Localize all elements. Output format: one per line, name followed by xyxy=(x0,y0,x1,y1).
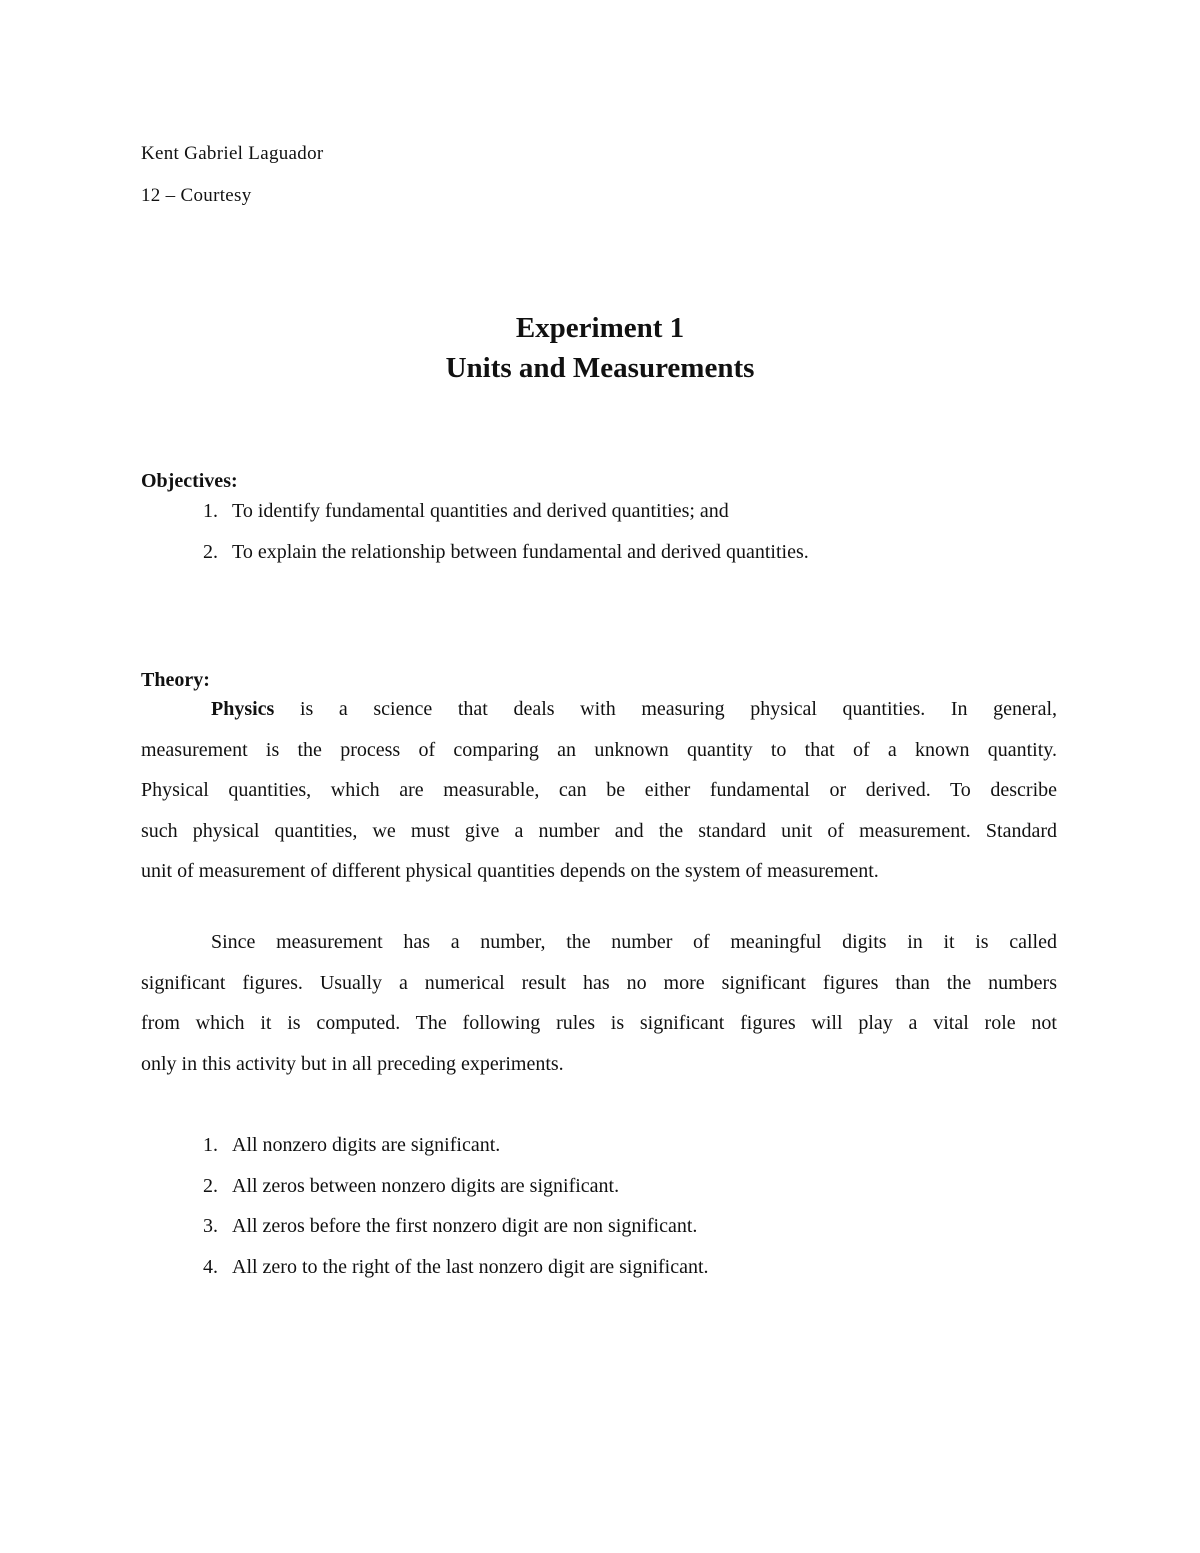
rule-text: All zeros between nonzero digits are significant. xyxy=(232,1175,620,1197)
paragraph-line: Since measurement has a number, the number of meaningful digits in it is called xyxy=(211,931,1057,953)
rule-item xyxy=(197,1175,619,1198)
theory-paragraph-2 xyxy=(141,922,1057,1084)
rule-text: All zeros before the first nonzero digit are non significant. xyxy=(232,1215,698,1237)
list-number: 1. xyxy=(203,1134,218,1156)
objective-text: To identify fundamental quantities and derived quantities; and xyxy=(232,500,729,522)
paragraph-line: significant figures. Usually a numerical result has no more significant figures than the numbers xyxy=(141,971,1057,994)
rule-item xyxy=(197,1215,697,1238)
physics-term: Physics xyxy=(211,698,275,720)
paragraph-line: Physics is a science that deals with measuring physical quantities. In general, xyxy=(211,698,1057,720)
paragraph-line: only in this activity but in all preceding experiments. xyxy=(141,1052,564,1075)
rule-text: All nonzero digits are significant. xyxy=(232,1134,501,1156)
objective-item xyxy=(197,500,729,523)
rule-item xyxy=(197,1256,709,1279)
experiment-subtitle: Units and Measurements xyxy=(445,352,755,384)
objective-text: To explain the relationship between fundamental and derived quantities. xyxy=(232,541,809,563)
experiment-title: Experiment 1 xyxy=(515,312,685,344)
class-section: 12 – Courtesy xyxy=(141,185,252,206)
paragraph-line: from which it is computed. The following rules is significant figures will play a vital role not xyxy=(141,1012,1057,1034)
paragraph-line: Physical quantities, which are measurable, can be either fundamental or derived. To describe xyxy=(141,779,1057,801)
objectives-heading: Objectives: xyxy=(141,470,238,492)
objective-item xyxy=(197,541,809,564)
paragraph-line: such physical quantities, we must give a number and the standard unit of measurement. Standard xyxy=(141,819,1057,842)
list-number: 2. xyxy=(203,1175,218,1197)
list-number: 1. xyxy=(203,500,218,522)
rule-item xyxy=(197,1134,500,1157)
paragraph-line: measurement is the process of comparing an unknown quantity to that of a known quantity. xyxy=(141,738,1057,761)
paragraph-line: unit of measurement of different physical quantities depends on the system of measurement. xyxy=(141,860,879,882)
list-number: 2. xyxy=(203,541,218,563)
list-number: 3. xyxy=(203,1215,218,1237)
author-name: Kent Gabriel Laguador xyxy=(141,143,324,164)
theory-heading: Theory: xyxy=(141,669,210,691)
rule-text: All zero to the right of the last nonzero digit are significant. xyxy=(232,1256,709,1278)
list-number: 4. xyxy=(203,1256,218,1278)
theory-paragraph-1 xyxy=(141,689,1057,892)
